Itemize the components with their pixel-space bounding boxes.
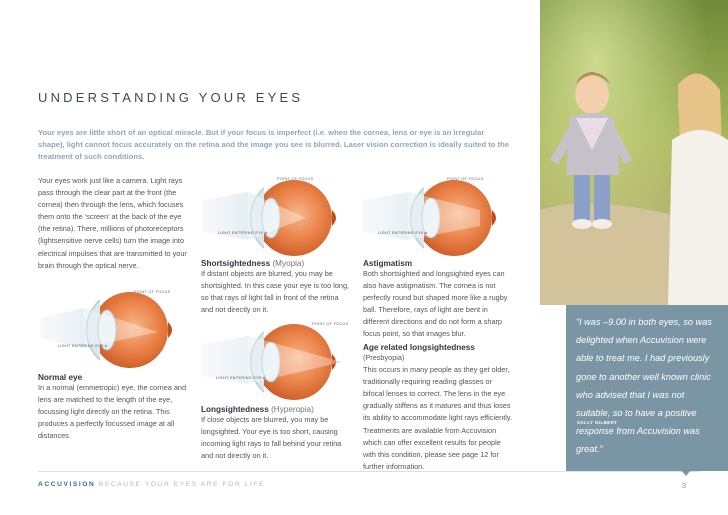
point-of-focus-label: POINT OF FOCUS: [277, 177, 314, 181]
shortsightedness-section: [201, 259, 351, 316]
presbyopia-subheading: (Presbyopia): [363, 353, 405, 362]
light-entering-eye-label: LIGHT ENTERING EYE ▸: [218, 231, 268, 235]
footer-tagline: BECAUSE YOUR EYES ARE FOR LIFE: [98, 481, 266, 488]
page-title: UNDERSTANDING YOUR EYES: [38, 90, 304, 105]
astigmatism-section: [363, 259, 515, 341]
shortsightedness-heading: Shortsightedness: [201, 259, 271, 268]
light-entering-eye-label: LIGHT ENTERING EYE ▸: [58, 344, 108, 348]
camera-analogy-text: Your eyes work just like a camera. Light rays pass through the clear part at the front (the cornea) then through the lens, which focuses them onto the ‘screen’ at the back of the eye (the retina). There, millions of photoreceptors (lightsensitive nerve cells) turn the image into electrical impulses that are transmitted to your brain through the optical nerve.: [38, 176, 187, 270]
longsightedness-section: [201, 405, 351, 462]
longsightedness-subheading: (Hyperopia): [271, 405, 314, 414]
point-of-focus-label: POINT OF FOCUS: [312, 322, 349, 326]
testimonial-quote: “I was –9.00 in both eyes, so was delighted when Accuvision were able to treat me. I had previously gone to another well known clinic who advised that I was not suitable, so to have a positive response from Accuvision was great.”: [576, 317, 712, 455]
longsighted-eye-diagram: [202, 320, 372, 404]
normal-eye-heading: Normal eye: [38, 373, 83, 382]
presbyopia-text: This occurs in many people as they get older, traditionally requiring reading glasses or bifocal lenses to correct. The lens in the eye gradually stiffens as it matures and thus loses its ability to accommodate light rays efficiently. Treatments are available from Accuvision which can offer excellent results for people with this condition, please see page 12 for further information.: [363, 365, 512, 471]
normal-eye-text: In a normal (emmetropic) eye, the cornea and lens are matched to the length of the eye, focussing light directly on the retina. This produces a perfectly focussed image at all distances.: [38, 383, 187, 441]
footer-divider: [38, 471, 700, 472]
child-and-mother-photo: [540, 0, 728, 305]
footer-brand-line: [38, 481, 265, 488]
footer-brand: ACCUVISION: [38, 481, 96, 488]
shortsighted-eye-diagram: [202, 176, 372, 260]
longsightedness-text: If close objects are blurred, you may be longsighted. Your eye is too short, causing incoming light rays to fall behind your retina and not directly on it.: [201, 415, 342, 461]
longsightedness-heading: Longsightedness: [201, 405, 269, 414]
astigmatism-eye-diagram: [362, 176, 532, 260]
chevron-down-icon: [681, 470, 691, 476]
shortsightedness-subheading: (Myopia): [272, 259, 305, 268]
shortsightedness-text: If distant objects are blurred, you may be shortsighted. In this case your eye is too long, so that rays of light fall in front of the retina and not directly on it.: [201, 269, 350, 315]
page-number: 3: [682, 481, 686, 490]
testimonial-author: SALLY GILBERT: [577, 420, 618, 425]
normal-eye-diagram: [40, 288, 210, 372]
astigmatism-text: Both shortsighted and longsighted eyes can also have astigmatism. The cornea is not perfectly round but shaped more like a rugby ball. Therefore, rays of light are bent in different directions and do not form a sharp focus point, so that images blur.: [363, 269, 508, 339]
astigmatism-heading: Astigmatism: [363, 259, 413, 268]
point-of-focus-label: POINT OF FOCUS: [134, 290, 171, 294]
intro-paragraph: Your eyes are little short of an optical miracle. But if your focus is imperfect (i.e. when the cornea, lens or eye is an irregular shape), light cannot focus accurately on the retina and the image you see is blurred. Laser vision correction is ideally suited to the treatment of such conditions.: [38, 128, 509, 162]
presbyopia-section: [363, 343, 515, 473]
presbyopia-heading: Age related longsightedness: [363, 343, 475, 352]
normal-eye-section: [38, 373, 196, 442]
light-entering-eye-label: LIGHT ENTERING EYE ▸: [216, 376, 266, 380]
point-of-focus-label: POINT OF FOCUS: [447, 177, 484, 181]
light-entering-eye-label: LIGHT ENTERING EYE ▸: [378, 231, 428, 235]
